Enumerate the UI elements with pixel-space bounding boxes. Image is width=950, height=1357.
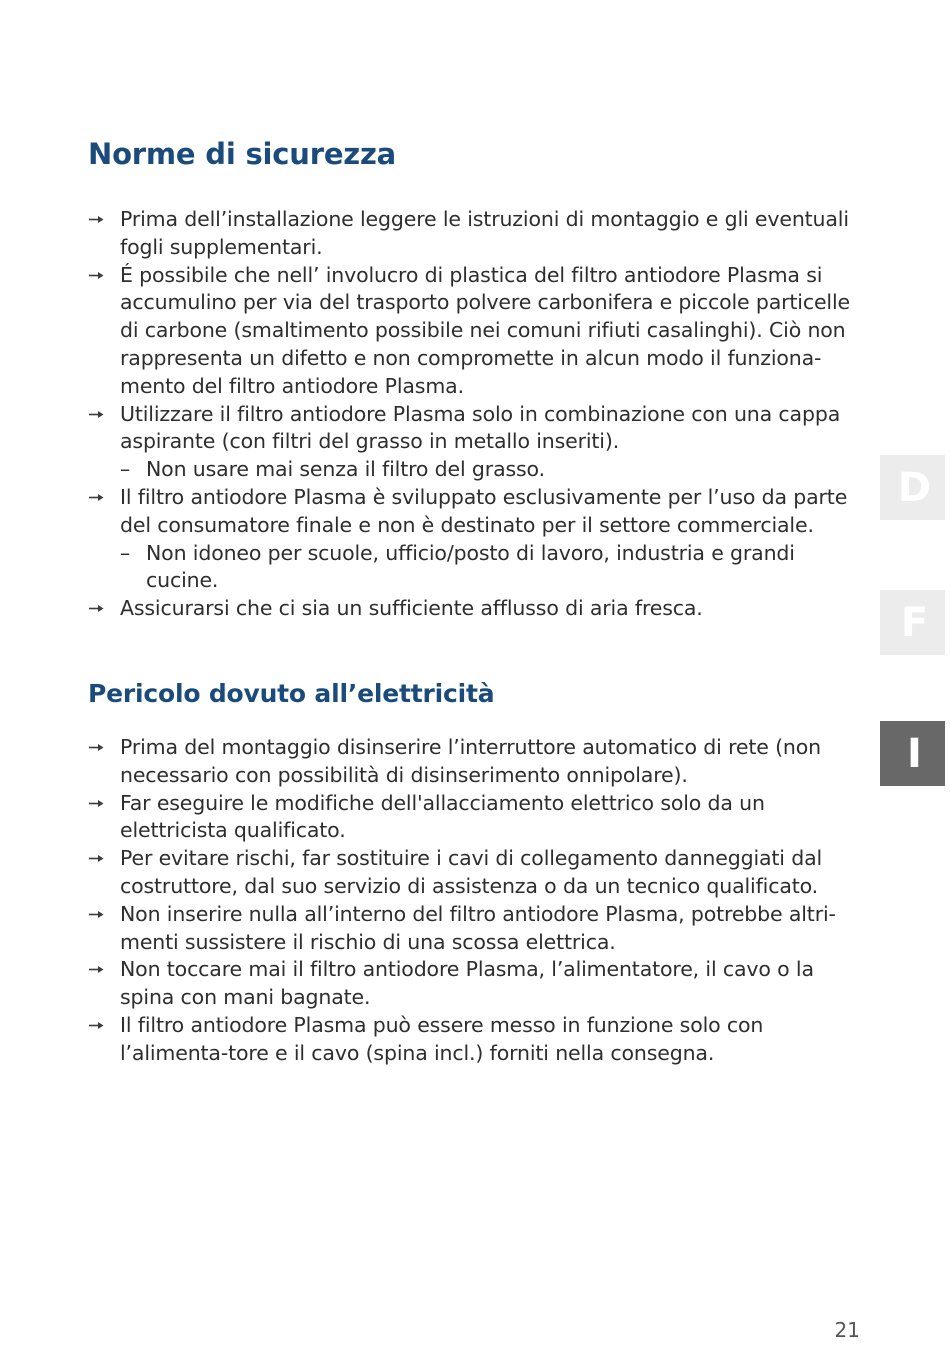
- list-item: [88, 790, 868, 846]
- arrow-right-icon: [88, 484, 108, 512]
- arrow-right-icon: [88, 790, 108, 818]
- list-item-text: Prima dell’installazione leggere le istruzioni di montaggio e gli eventuali fogli supplementari.: [120, 207, 849, 259]
- arrow-right-icon: [88, 1012, 108, 1040]
- list-item-text: É possibile che nell’ involucro di plastica del filtro antiodore Plasma si accumulino per via del trasporto polvere carbonifera e piccole particelle di carbone (smaltimento possibile nei comuni rifiuti casalinghi). Ciò non rappresenta un difetto e non compromette in alcun modo il funziona-mento del filtro antiodore Plasma.: [120, 262, 850, 398]
- list-item-text: Far eseguire le modifiche dell'allacciamento elettrico solo da un elettricista qualificato.: [120, 790, 765, 843]
- list-item: [88, 206, 868, 262]
- electricity-list: [88, 734, 868, 1068]
- language-tab-f[interactable]: F: [880, 590, 945, 655]
- list-item-text: Il filtro antiodore Plasma è sviluppato esclusivamente per l’uso da parte del consumatore finale e non è destinato per il settore commerciale.: [120, 484, 848, 537]
- list-item-text: Il filtro antiodore Plasma può essere messo in funzione solo con l’alimenta-tore e il cavo (spina incl.) forniti nella consegna.: [120, 1012, 764, 1065]
- list-item: [88, 401, 868, 457]
- list-subitem-text: Non usare mai senza il filtro del grasso.: [146, 457, 545, 482]
- list-item-text: Utilizzare il filtro antiodore Plasma solo in combinazione con una cappa aspirante (con filtri del grasso in metallo inseriti).: [120, 401, 841, 454]
- list-item-text: Per evitare rischi, far sostituire i cavi di collegamento danneggiati dal costruttore, dal suo servizio di assistenza o da un tecnico qualificato.: [120, 846, 823, 898]
- arrow-right-icon: [88, 901, 108, 929]
- dash-marker: –: [120, 457, 131, 482]
- arrow-right-icon: [88, 401, 108, 429]
- list-item: [88, 484, 868, 540]
- list-item: [88, 595, 868, 623]
- list-item-text: Prima del montaggio disinserire l’interruttore automatico di rete (non necessario con possibilità di disinserimento onnipolare).: [120, 735, 821, 787]
- list-subitem-text: Non idoneo per scuole, ufficio/posto di lavoro, industria e grandi cucine.: [146, 540, 795, 593]
- list-item-text: Non inserire nulla all’interno del filtro antiodore Plasma, potrebbe altri-menti sussistere il rischio di una scossa elettrica.: [120, 901, 836, 954]
- language-tab-i[interactable]: I: [880, 721, 945, 786]
- list-item-text: Assicurarsi che ci sia un sufficiente afflusso di aria fresca.: [120, 596, 703, 621]
- arrow-right-icon: [88, 262, 108, 290]
- safety-list: [88, 206, 868, 623]
- arrow-right-icon: [88, 734, 108, 762]
- arrow-right-icon: [88, 845, 108, 873]
- list-item-text: Non toccare mai il filtro antiodore Plasma, l’alimentatore, il cavo o la spina con mani bagnate.: [120, 957, 814, 1010]
- language-tab-d[interactable]: D: [880, 455, 945, 520]
- arrow-right-icon: [88, 206, 108, 234]
- list-item: [88, 956, 868, 1012]
- list-item: [88, 845, 868, 901]
- section-title-electricity: Pericolo dovuto all’elettricità: [88, 679, 495, 708]
- arrow-right-icon: [88, 956, 108, 984]
- list-subitem: [88, 456, 868, 484]
- list-item: [88, 901, 868, 957]
- dash-marker: –: [120, 540, 131, 565]
- page-number: 21: [834, 1318, 860, 1342]
- arrow-right-icon: [88, 595, 108, 623]
- list-item: [88, 734, 868, 790]
- list-item: [88, 1012, 868, 1068]
- list-subitem: [88, 540, 868, 596]
- section-title-safety: Norme di sicurezza: [88, 137, 397, 171]
- list-item: [88, 262, 868, 401]
